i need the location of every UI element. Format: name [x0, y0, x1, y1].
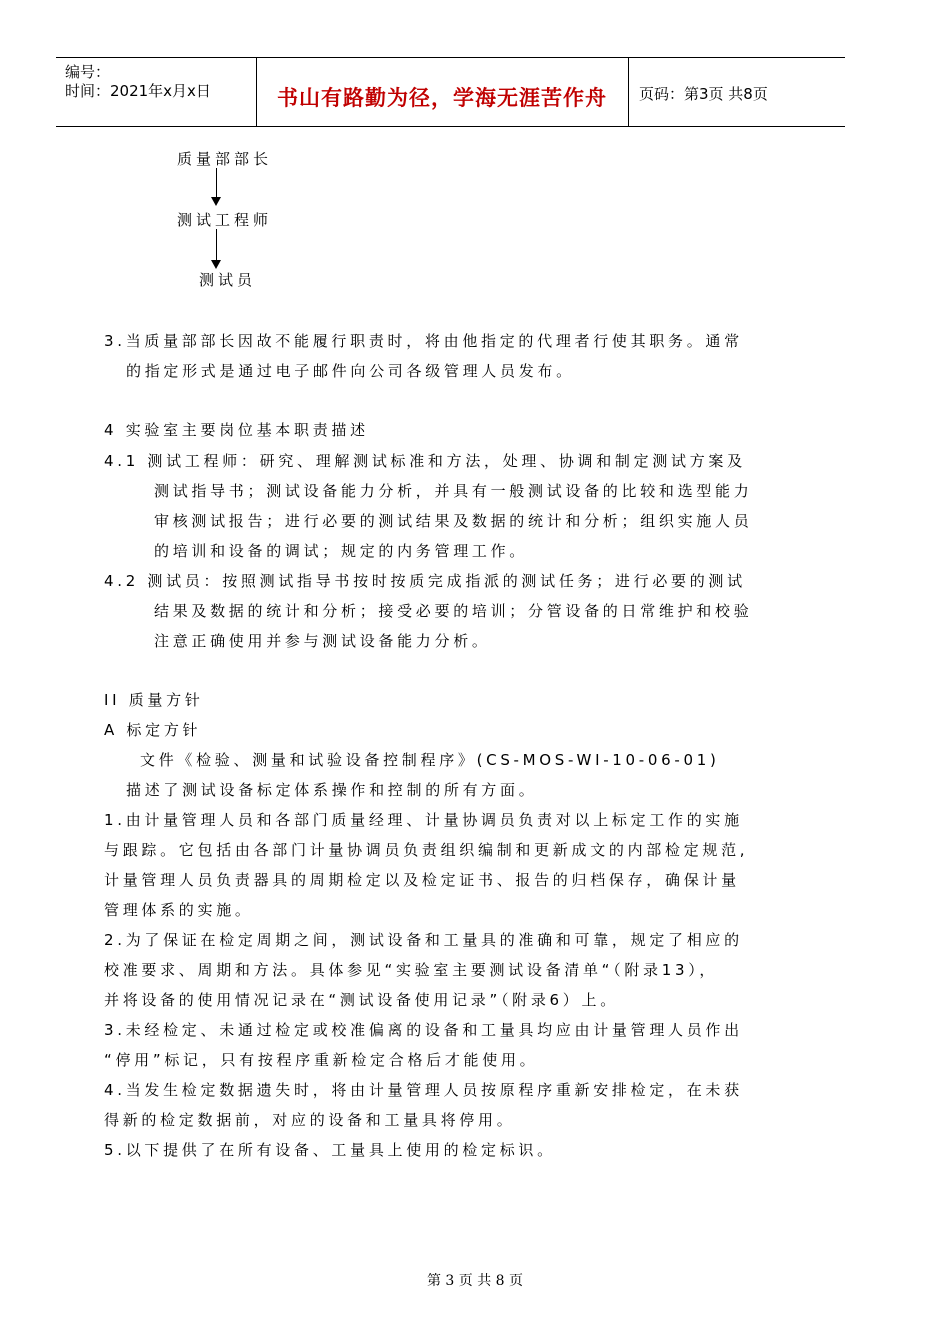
header-page-cell: [629, 58, 845, 126]
paragraph-line: “停用”标记，只有按程序重新检定合格后才能使用。: [104, 1051, 539, 1069]
section-heading: 4 实验室主要岗位基本职责描述: [104, 421, 369, 439]
paragraph-line: 4.当发生检定数据遗失时，将由计量管理人员按原程序重新安排检定，在未获: [104, 1081, 743, 1099]
header-motto: 书山有路勤为径，学海无涯苦作舟: [277, 86, 607, 110]
paragraph-line: 的培训和设备的调试；规定的内务管理工作。: [154, 542, 529, 560]
paragraph-line: 校准要求、周期和方法。具体参见“实验室主要测试设备清单“（附录13），: [104, 961, 719, 979]
paragraph-line: 2.为了保证在检定周期之间，测试设备和工量具的准确和可靠，规定了相应的: [104, 931, 743, 949]
paragraph-line: 4.2 测试员：按照测试指导书按时按质完成指派的测试任务；进行必要的测试: [104, 572, 746, 590]
paragraph-line: 计量管理人员负责器具的周期检定以及检定证书、报告的归档保存，确保计量: [104, 871, 740, 889]
flowchart-connector: [216, 168, 217, 198]
paragraph-line: 1.由计量管理人员和各部门质量经理、计量协调员负责对以上标定工作的实施: [104, 811, 743, 829]
paragraph-line: 结果及数据的统计和分析；接受必要的培训；分管设备的日常维护和校验: [154, 602, 753, 620]
paragraph-line: 注意正确使用并参与测试设备能力分析。: [154, 632, 491, 650]
paragraph-line: 4.1 测试工程师：研究、理解测试标准和方法，处理、协调和制定测试方案及: [104, 452, 746, 470]
paragraph-line: 的指定形式是通过电子邮件向公司各级管理人员发布。: [126, 362, 575, 380]
paragraph-line: 审核测试报告；进行必要的测试结果及数据的统计和分析；组织实施人员: [154, 512, 753, 530]
paragraph-line: 文件《检验、测量和试验设备控制程序》(CS-MOS-WI-10-06-01): [140, 751, 720, 769]
header-page-label: 页码：第3页 共8页: [639, 85, 768, 103]
paragraph-line: 3.当质量部部长因故不能履行职责时，将由他指定的代理者行使其职务。通常: [104, 332, 743, 350]
flowchart-node-test-engineer: 测试工程师: [177, 211, 273, 229]
arrow-down-icon: [211, 197, 221, 206]
section-heading: II 质量方针: [104, 691, 204, 709]
page-footer: 第 3 页 共 8 页: [426, 1273, 524, 1289]
flowchart-connector: [216, 229, 217, 261]
header-motto-cell: [256, 58, 629, 126]
paragraph-line: 得新的检定数据前，对应的设备和工量具将停用。: [104, 1111, 516, 1129]
paragraph-line: 描述了测试设备标定体系操作和控制的所有方面。: [126, 781, 538, 799]
document-time-label: 时间：2021年x月x日: [65, 82, 211, 100]
paragraph-line: 测试指导书；测试设备能力分析，并具有一般测试设备的比较和选型能力: [154, 482, 753, 500]
document-header: [56, 57, 845, 127]
paragraph-line: 并将设备的使用情况记录在“测试设备使用记录”（附录6）上。: [104, 991, 619, 1009]
arrow-down-icon: [211, 260, 221, 269]
paragraph-line: 与跟踪。它包括由各部门计量协调员负责组织编制和更新成文的内部检定规范,: [104, 841, 749, 859]
section-heading: A 标定方针: [104, 721, 202, 739]
flowchart-node-quality-head: 质量部部长: [177, 150, 273, 168]
paragraph-line: 管理体系的实施。: [104, 901, 254, 919]
flowchart-node-tester: 测试员: [199, 271, 257, 289]
header-info-cell: [56, 58, 257, 126]
paragraph-line: 5.以下提供了在所有设备、工量具上使用的检定标识。: [104, 1141, 556, 1159]
document-number-label: 编号：: [65, 63, 111, 81]
paragraph-line: 3.未经检定、未通过检定或校准偏离的设备和工量具均应由计量管理人员作出: [104, 1021, 743, 1039]
